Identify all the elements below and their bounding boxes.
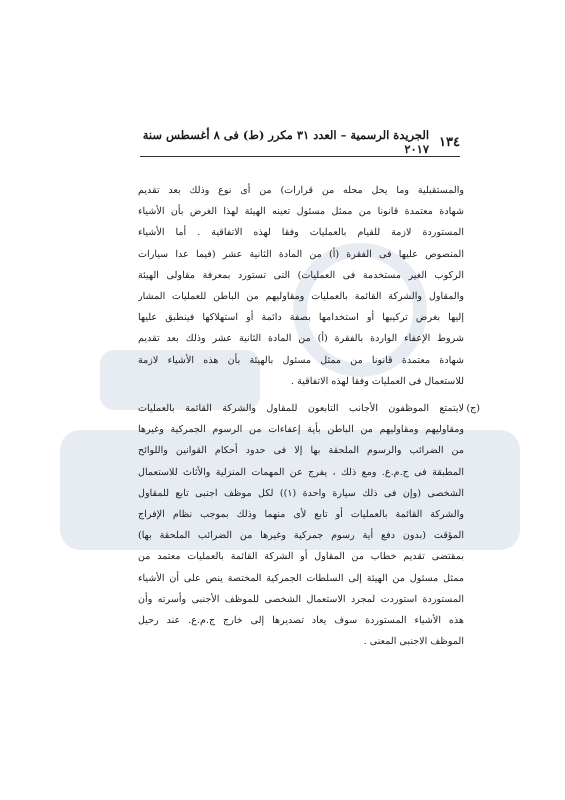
body-text (138, 180, 480, 652)
text-line: ممثل مسئول من الهيئة إلى السلطات الجمركية المختصة ينص على أن الأشياء (138, 572, 464, 584)
paragraph-1 (138, 180, 464, 392)
text-line: شروط الإعفاء الواردة بالفقرة (أ) من المادة الثانية عشر وذلك بعد تقديم (138, 333, 464, 345)
text-line: المستوردة استوردت لمجرد الاستعمال الشخصى للموظف الأجنبى وأسرته وأن (138, 593, 464, 605)
text-line: ومقاوليهم ومقاوليهم من الباطن بأية إعفاءات من الرسوم الجمركية وغيرها (138, 424, 464, 436)
text-line: المؤقت (بدون دفع أية رسوم جمركية وغيرها من الضرائب الملحقة بها) (138, 530, 464, 542)
text-line: للاستعمال فى العمليات وفقا لهذه الاتفاقية . (291, 375, 464, 387)
text-line: والمقاول والشركة القائمة بالعمليات ومقاوليهم من الباطن للعمليات المشار (138, 291, 464, 303)
page-header (140, 128, 460, 156)
text-line: والمستقبلية وما يحل محله من قرارات) من أى نوع وذلك بعد تقديم (138, 185, 464, 196)
text-line: المستوردة لازمة للقيام بالعمليات وفقا لهذه الاتفاقية . أما الأشياء (138, 227, 464, 239)
paragraph-2 (138, 398, 480, 652)
text-line: الركوب الغير مستخدمة فى العمليات) التى تستورد بمعرفة مقاولى الهيئة (138, 269, 464, 281)
text-line: إليها بغرض تركيبها أو استخدامها بصفة دائمة أو استهلاكها فينطبق عليها (138, 312, 464, 324)
page-number: ١٣٤ (439, 134, 460, 150)
header-divider (140, 156, 460, 157)
text-line: لايتمتع الموظفون الأجانب التابعون للمقاول والشركة القائمة بالعمليات (138, 403, 464, 415)
text-line: المنصوص عليها فى الفقرة (أ) من المادة الثانية عشر (فيما عدا سيارات (138, 248, 464, 260)
paragraph-marker: (ج) (466, 403, 480, 415)
text-line: الموظف الاجنبى المعنى . (363, 636, 464, 648)
text-line: المطبقة فى ج.م.ع. ومع ذلك ، يفرج عن المهمات المنزلية والأثاث للاستعمال (138, 466, 464, 478)
text-line: هذه الأشياء المستوردة سوف يعاد تصديرها إلى خارج ج.م.ع. عند رحيل (138, 615, 464, 627)
text-line: من الضرائب والرسوم الملحقة بها إلا فى حدود أحكام القوانين واللوائح (138, 445, 464, 457)
text-line: الشخصى (وإن فى ذلك سيارة واحدة (١)) لكل موظف اجنبى تابع للمقاول (138, 487, 464, 499)
text-line: شهادة معتمدة قانونا من ممثل مسئول بالهيئة بأن هذه الأشياء لازمة (138, 354, 464, 366)
text-line: شهادة معتمدة قانونا من ممثل مسئول تعينه الهيئة لهذا الغرض بأن الأشياء (138, 206, 464, 218)
text-line: والشركة القائمة بالعمليات أو تابع لأى منهما وذلك بموجب نظام الإفراج (138, 509, 464, 521)
text-line: بمقتضى تقديم خطاب من المقاول أو الشركة القائمة بالعمليات معتمد من (138, 551, 464, 563)
header-title: الجريدة الرسمية – العدد ٣١ مكرر (ط) فى ٨ أغسطس سنة ٢٠١٧ (142, 128, 430, 156)
